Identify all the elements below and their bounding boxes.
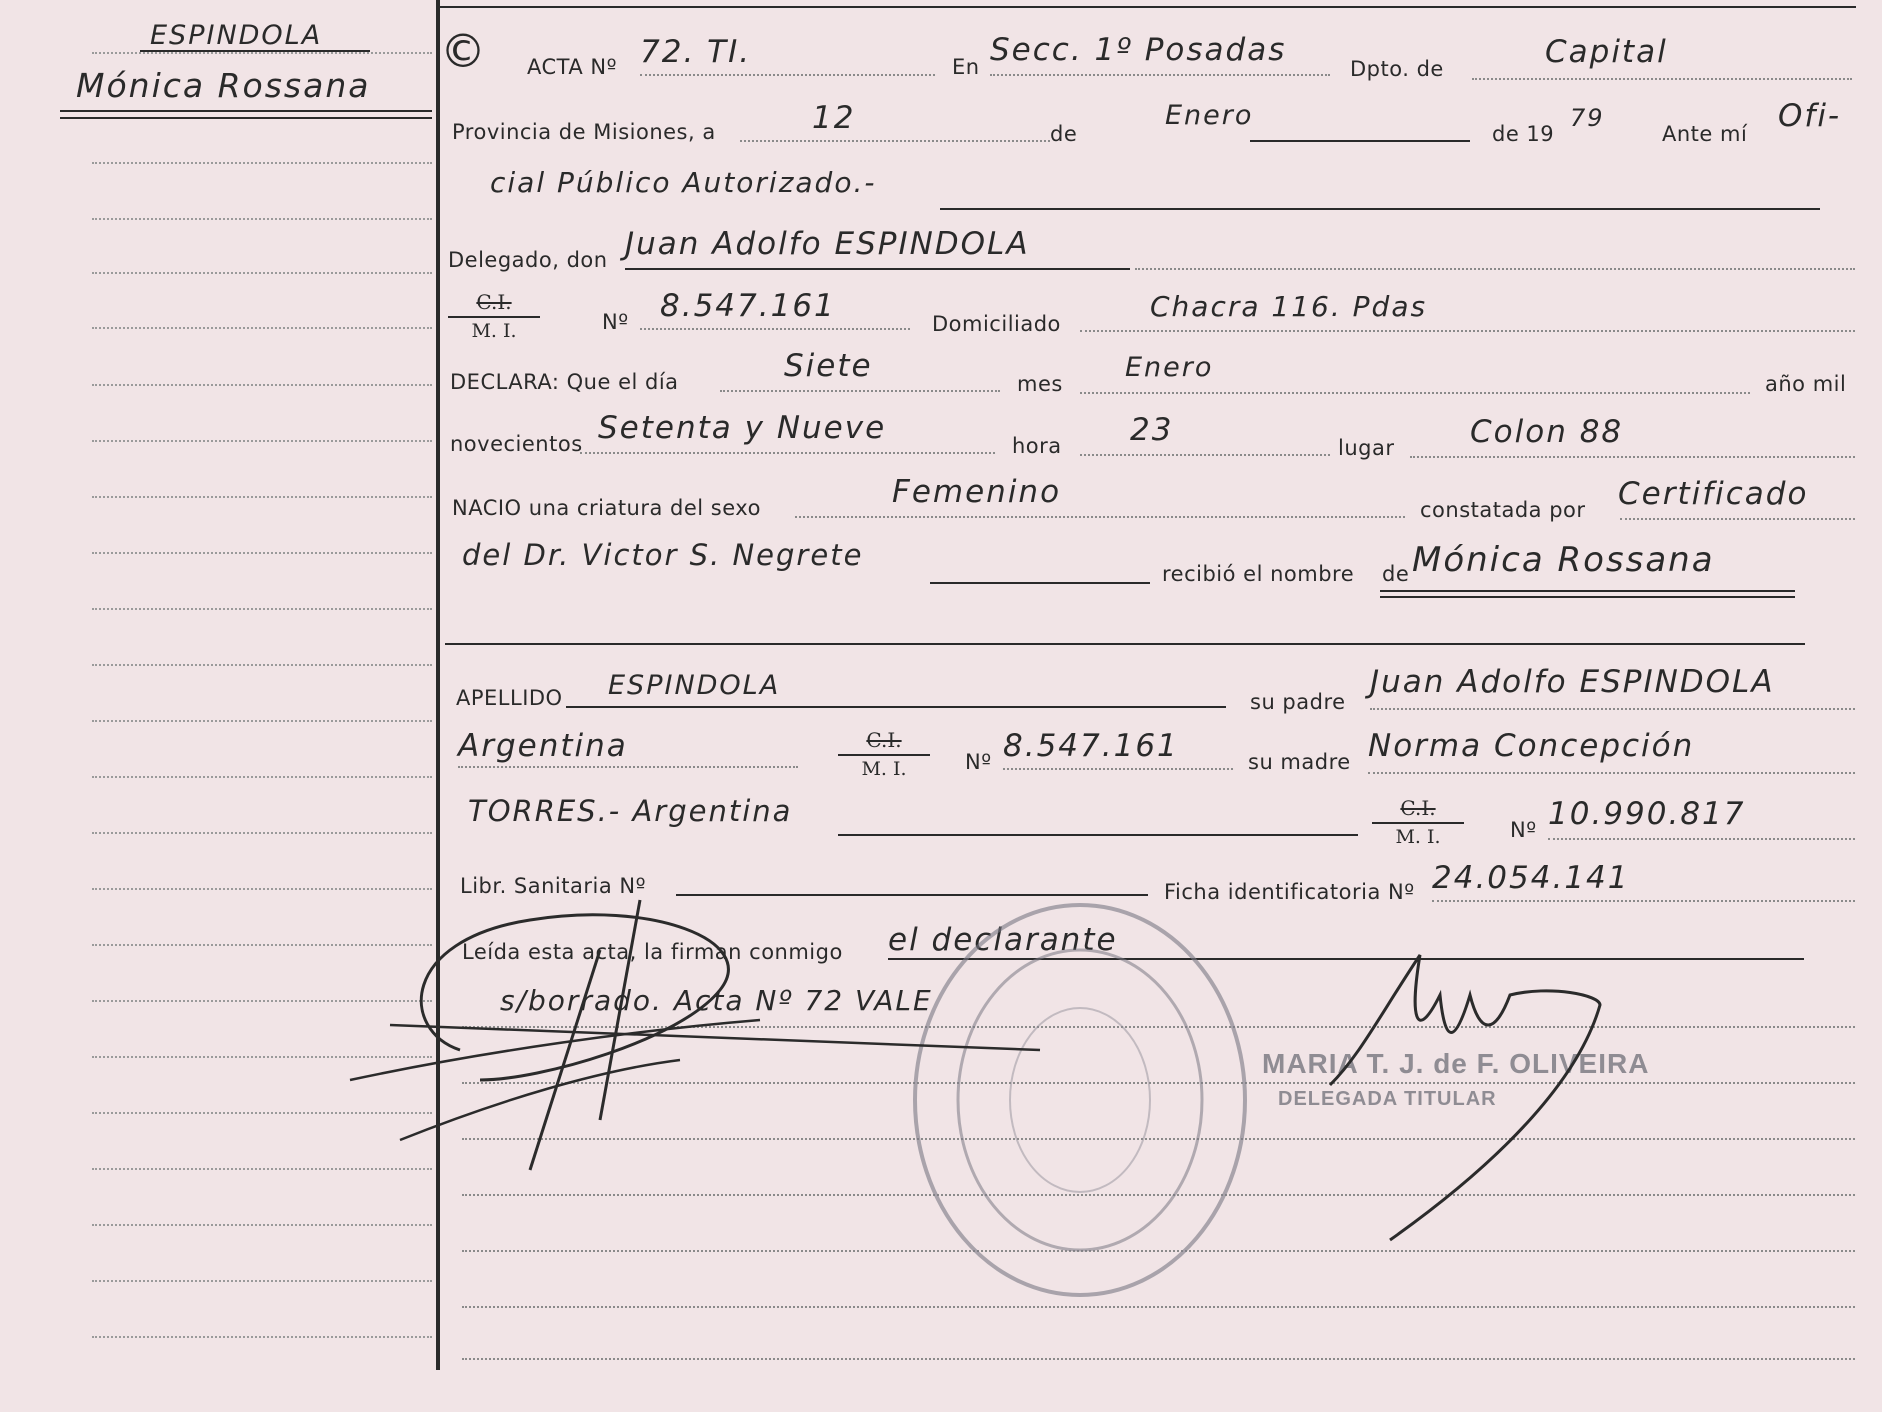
- domicilio-label: Domiciliado: [932, 312, 1061, 336]
- left-margin-rule: [60, 110, 432, 112]
- madre-value: Norma Concepción: [1368, 728, 1695, 764]
- madre-doc-no-label: Nº: [1510, 818, 1537, 842]
- en-value: Secc. 1º Posadas: [990, 32, 1287, 68]
- madre-doc-ci: C.I.: [1400, 796, 1436, 820]
- margin-given-names: Mónica Rossana: [76, 66, 371, 105]
- margin-surname-underline: [140, 50, 370, 52]
- constatada-value-b: del Dr. Victor S. Negrete: [462, 538, 864, 572]
- leida-value: el declarante: [888, 922, 1118, 958]
- margin-line: [92, 720, 432, 722]
- margin-line: [92, 52, 432, 54]
- margin-line: [92, 384, 432, 386]
- padre-doc-fraction: [838, 728, 930, 780]
- dpto-value: Capital: [1545, 34, 1668, 70]
- delegado-value: Juan Adolfo ESPINDOLA: [625, 226, 1030, 262]
- apellido-label: APELLIDO: [456, 686, 563, 710]
- blank-separator-line: [445, 643, 1805, 645]
- novecientos-label: novecientos: [450, 432, 583, 456]
- doc-type-fraction: [448, 290, 540, 342]
- padre-doc-line: [1003, 768, 1233, 770]
- doc-no-label: Nº: [602, 310, 629, 334]
- provincia-label: Provincia de Misiones, a: [452, 120, 716, 144]
- sexo-value: Femenino: [892, 474, 1062, 510]
- acta-value: 72. TI.: [640, 34, 752, 70]
- blank-line: [462, 1306, 1855, 1308]
- de-label: de: [1050, 122, 1078, 146]
- acta-label: ACTA Nº: [527, 55, 618, 79]
- declarant-signature: [340, 880, 1080, 1180]
- registrar-signature: [1320, 935, 1650, 1255]
- top-rule: [436, 6, 1856, 8]
- madre-label: su madre: [1248, 750, 1351, 774]
- ficha-value: 24.054.141: [1432, 860, 1630, 896]
- apellido-underline: [566, 706, 1226, 708]
- hora-label: hora: [1012, 434, 1062, 458]
- delegado-line: [1135, 268, 1855, 270]
- registrar-title-stamp: DELEGADA TITULAR: [1278, 1088, 1497, 1110]
- padre-doc-value: 8.547.161: [1003, 728, 1179, 764]
- year-value: 79: [1570, 104, 1605, 132]
- en-label: En: [952, 55, 980, 79]
- margin-line: [92, 832, 432, 834]
- nombre-underline: [1380, 590, 1795, 592]
- constatada-underline: [930, 582, 1150, 584]
- margin-line: [92, 552, 432, 554]
- day-line: [740, 140, 1050, 142]
- madre-line: [1368, 772, 1855, 774]
- margin-line: [92, 664, 432, 666]
- sexo-line: [795, 516, 1405, 518]
- mes-line: [1080, 392, 1750, 394]
- sborrado-note: s/borrado. Acta Nº 72 VALE: [500, 984, 933, 1017]
- year-words-value: Setenta y Nueve: [598, 410, 887, 446]
- ante-value-b: cial Público Autorizado.-: [490, 166, 877, 199]
- acta-line: [640, 74, 935, 76]
- hora-line: [1080, 454, 1330, 456]
- padre-value: Juan Adolfo ESPINDOLA: [1370, 664, 1775, 700]
- margin-line: [92, 440, 432, 442]
- ante-underline: [940, 208, 1820, 210]
- margin-line: [92, 1336, 432, 1338]
- madre-doc-line: [1548, 838, 1855, 840]
- padre-label: su padre: [1250, 690, 1346, 714]
- mes-value: Enero: [1125, 352, 1214, 383]
- constatada-label: constatada por: [1420, 498, 1586, 522]
- dpto-line: [1472, 78, 1852, 80]
- anio-label: año mil: [1765, 372, 1847, 396]
- margin-line: [92, 608, 432, 610]
- blank-line: [462, 1358, 1855, 1360]
- nombre-underline-2: [1380, 596, 1795, 598]
- delegado-label: Delegado, don: [448, 248, 608, 272]
- margin-line: [92, 1280, 432, 1282]
- dia-value: Siete: [784, 348, 873, 384]
- doc-value: 8.547.161: [660, 288, 836, 324]
- madre-underline: [838, 834, 1358, 836]
- madre-doc-mi: M. I.: [1395, 826, 1441, 848]
- margin-line: [92, 1224, 432, 1226]
- month-underline: [1250, 140, 1470, 142]
- month-value: Enero: [1165, 100, 1254, 131]
- circled-mark-icon: ©: [440, 24, 488, 78]
- ficha-line: [1432, 900, 1855, 902]
- margin-surname: ESPINDOLA: [150, 20, 323, 51]
- padre-nat-line: [458, 766, 798, 768]
- padre-nationality: Argentina: [458, 728, 628, 764]
- delegado-underline: [625, 268, 1130, 270]
- margin-line: [92, 496, 432, 498]
- recibio-de-label: de: [1382, 562, 1410, 586]
- apellido-value: ESPINDOLA: [608, 670, 781, 701]
- padre-doc-ci: C.I.: [866, 728, 902, 752]
- libr-label: Libr. Sanitaria Nº: [460, 874, 646, 898]
- lugar-line: [1410, 456, 1855, 458]
- left-margin-rule-2: [60, 117, 432, 119]
- padre-doc-mi: M. I.: [861, 758, 907, 780]
- doc-ci-label: C.I.: [476, 290, 512, 314]
- dia-line: [720, 390, 1000, 392]
- lugar-value: Colon 88: [1470, 414, 1624, 450]
- constatada-value-a: Certificado: [1618, 476, 1809, 512]
- margin-line: [92, 776, 432, 778]
- year-label: de 19: [1492, 122, 1555, 146]
- doc-line: [640, 328, 910, 330]
- nombre-value: Mónica Rossana: [1412, 540, 1715, 580]
- day-value: 12: [812, 100, 856, 136]
- recibio-label: recibió el nombre: [1162, 562, 1355, 586]
- domicilio-value: Chacra 116. Pdas: [1150, 290, 1428, 323]
- margin-line: [92, 218, 432, 220]
- dpto-label: Dpto. de: [1350, 57, 1444, 81]
- margin-line: [92, 272, 432, 274]
- margin-line: [92, 327, 432, 329]
- madre-doc-fraction: [1372, 796, 1464, 848]
- margin-line: [92, 162, 432, 164]
- ante-value-a: Ofi-: [1778, 98, 1842, 134]
- madre-value-b: TORRES.- Argentina: [468, 794, 793, 828]
- mes-label: mes: [1017, 372, 1063, 396]
- domicilio-line: [1080, 330, 1855, 332]
- leida-label: Leída esta acta, la firman conmigo: [462, 940, 843, 964]
- ante-label: Ante mí: [1662, 122, 1748, 146]
- madre-doc-value: 10.990.817: [1548, 796, 1746, 832]
- lugar-label: lugar: [1338, 436, 1395, 460]
- hora-value: 23: [1130, 412, 1174, 448]
- constatada-line: [1620, 518, 1855, 520]
- declara-label: DECLARA: Que el día: [450, 370, 679, 394]
- padre-line: [1370, 708, 1855, 710]
- padre-doc-no-label: Nº: [965, 750, 992, 774]
- nacio-label: NACIO una criatura del sexo: [452, 496, 761, 520]
- ficha-label: Ficha identificatoria Nº: [1164, 880, 1415, 904]
- registrar-name-stamp: MARIA T. J. de F. OLIVEIRA: [1262, 1048, 1650, 1079]
- year-words-line: [580, 452, 995, 454]
- doc-mi-label: M. I.: [471, 320, 517, 342]
- en-line: [990, 74, 1330, 76]
